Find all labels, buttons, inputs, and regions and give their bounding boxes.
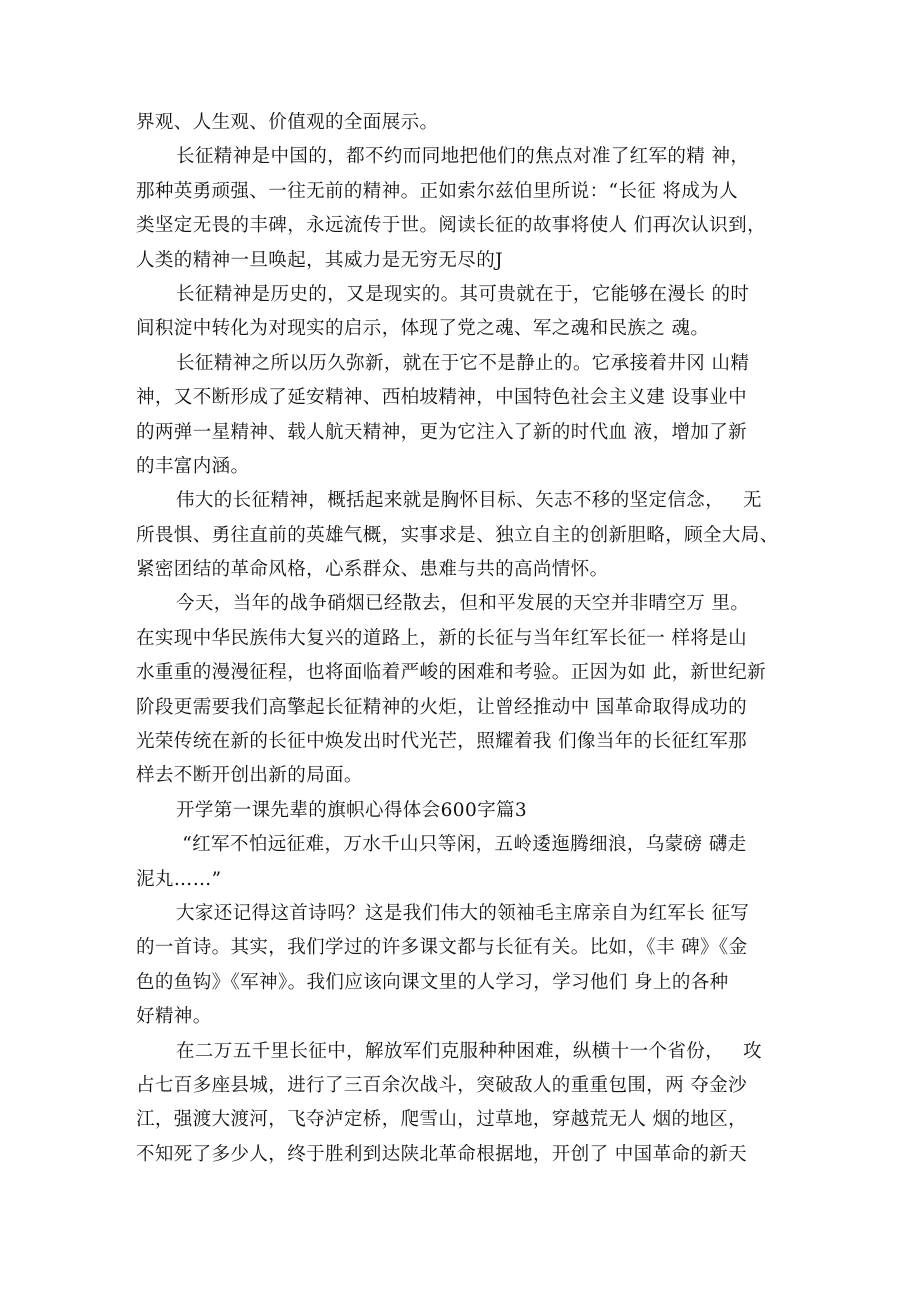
text-line: “红军不怕远征难，万水千山只等闲，五岭逶迤腾细浪，乌蒙磅 礴走 <box>176 834 747 856</box>
text-line: 的两弹一星精神、载人航天精神，更为它注入了新的时代血 液，增加了新 <box>136 421 748 443</box>
text-line: 类坚定无畏的丰碑，永远流传于世。阅读长征的故事将使人 们再次认识到， <box>136 215 766 237</box>
text-line: 在实现中华民族伟大复兴的道路上，新的长征与当年红军长征一 样将是山 <box>136 627 748 649</box>
text-line: 长征精神是历史的，又是现实的。其可贵就在于，它能够在漫长 的时 <box>176 283 750 305</box>
text-line: 样去不断开创出新的局面。 <box>136 765 363 787</box>
text-line: 开学第一课先辈的旗帜心得体会600字篇3 <box>176 799 528 821</box>
text-line: 神，又不断形成了延安精神、西柏坡精神，中国特色社会主义建 设事业中 <box>136 387 748 409</box>
text-line: 的一首诗。其实，我们学过的许多课文都与长征有关。比如，《丰 碑》《金 <box>136 937 748 959</box>
text-line: 界观、人生观、价值观的全面展示。 <box>136 112 439 133</box>
text-line: 那种英勇顽强、一往无前的精神。正如索尔兹伯里所说：“长征 将成为人 <box>136 180 739 202</box>
text-line: 大家还记得这首诗吗？这是我们伟大的领袖毛主席亲自为红军长 征写 <box>176 902 750 924</box>
text-line: 光荣传统在新的长征中焕发出时代光芒，照耀着我 们像当年的长征红军那 <box>136 731 748 753</box>
text-line: 占七百多座县城，进行了三百余次战斗，突破敌人的重重包围，两 夺金沙 <box>136 1074 748 1096</box>
text-line: 人类的精神一旦唤起，其威力是无穷无尽的J <box>136 249 503 271</box>
text-line: 阶段更需要我们高擎起长征精神的火炬，让曾经推动中 国革命取得成功的 <box>136 696 748 718</box>
text-line: 泥丸……” <box>136 868 222 890</box>
text-line: 好精神。 <box>136 1006 212 1028</box>
text-line: 长征精神之所以历久弥新，就在于它不是静止的。它承接着井冈 山精 <box>176 352 750 374</box>
text-line: 今天，当年的战争硝烟已经散去，但和平发展的天空并非晴空万 里。 <box>176 593 750 615</box>
text-line: 所畏惧、勇往直前的英雄气概，实事求是、独立自主的创新胆略，顾全大局、 <box>136 524 779 546</box>
text-line: 的丰富内涵。 <box>136 455 250 477</box>
text-line: 在二万五千里长征中，解放军们克服种种困难，纵横十一个省份， 攻 <box>176 1040 762 1062</box>
text-line: 伟大的长征精神，概括起来就是胸怀目标、矢志不移的坚定信念， 无 <box>176 490 762 512</box>
text-line: 不知死了多少人，终于胜利到达陕北革命根据地，开创了 中国革命的新天 <box>136 1143 748 1165</box>
text-line: 色的鱼钩》《军神》。我们应该向课文里的人学习，学习他们 身上的各种 <box>136 971 729 993</box>
text-line: 水重重的漫漫征程，也将面临着严峻的困难和考验。正因为如 此，新世纪新 <box>136 662 766 684</box>
text-line: 江，强渡大渡河，飞夺泸定桥，爬雪山，过草地，穿越荒无人 烟的地区， <box>136 1109 748 1131</box>
text-line: 间积淀中转化为对现实的启示，体现了党之魂、军之魂和民族之 魂。 <box>136 318 710 340</box>
document-body <box>136 106 798 1172</box>
text-line: 紧密团结的革命风格，心系群众、患难与共的高尚情怀。 <box>136 559 609 581</box>
text-line: 长征精神是中国的，都不约而同地把他们的焦点对准了红军的精 神， <box>176 146 750 168</box>
